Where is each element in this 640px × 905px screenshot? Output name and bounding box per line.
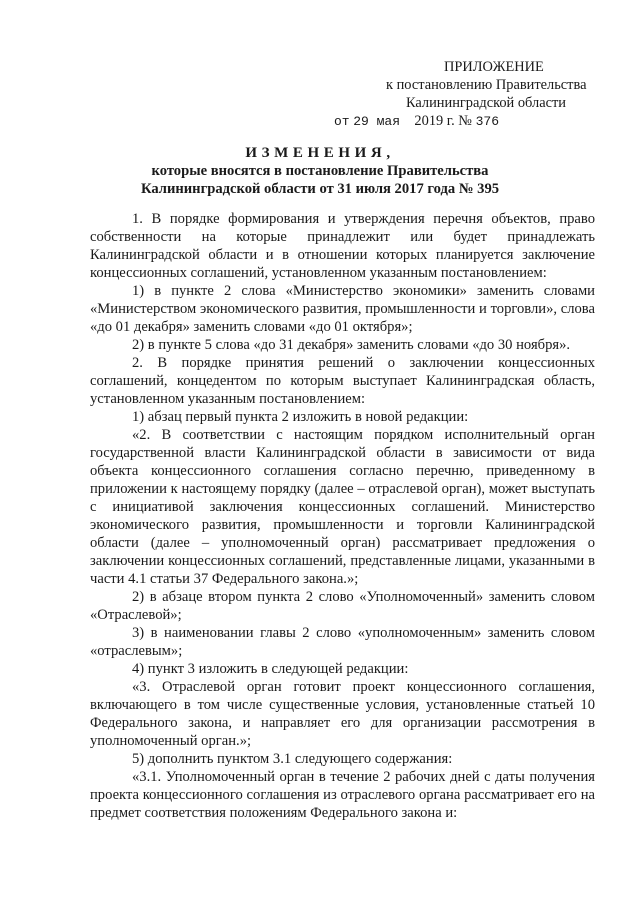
appendix-line-1: к постановлению Правительства [386, 77, 587, 93]
paragraph-9: 4) пункт 3 изложить в следующей редакции: [132, 661, 409, 677]
paragraph-11: 5) дополнить пунктом 3.1 следующего содержания: [132, 751, 453, 767]
paragraph-10: «3. Отраслевой орган готовит проект концессионного соглашения, включающего в том числе существенные условия, установленные статьей 10 Федерального закона, и направляет его для организации рассмотрения в уполномоченный орган.»; [90, 679, 595, 749]
paragraph-5: 1) абзац первый пункта 2 изложить в новой редакции: [132, 409, 469, 425]
date-handwritten: 29 мая [353, 114, 401, 129]
paragraph-3: 2) в пункте 5 слова «до 31 декабря» заменить словами «до 30 ноября». [132, 337, 571, 353]
appendix-title: ПРИЛОЖЕНИЕ [444, 59, 544, 75]
paragraph-6: «2. В соответствии с настоящим порядком исполнительный орган государственной власти Калининградской области в зависимости от вида объекта концессионного соглашения согласно перечню, приведенному в приложении к настоящему порядку (далее – отраслевой орган), может выступать с инициативой заключения концессионных соглашений. Министерство экономического развития, промышленности и торговли Калининградской области (далее – уполномоченный орган) рассматривает предложения о заключении концессионных соглашений, представленные лицами, указанными в части 4.1 статьи 37 Федерального закона.»; [90, 427, 595, 587]
paragraph-7: 2) в абзаце втором пункта 2 слово «Уполномоченный» заменить словом «Отраслевой»; [90, 589, 595, 623]
heading-line-1: которые вносятся в постановление Правительства [151, 163, 489, 179]
paragraph-1: 1. В порядке формирования и утверждения перечня объектов, право собственности на которые принадлежит или будет принадлежать Калининградской области и в отношении которых планируется заключение концессионных соглашений, установленном указанным постановлением: [90, 211, 595, 281]
appendix-date-line [334, 112, 626, 131]
document-heading [0, 144, 640, 198]
appendix-line-2: Калининградской области [406, 95, 566, 111]
paragraph-8: 3) в наименовании главы 2 слово «уполномоченным» заменить словом «отраслевым»; [90, 625, 595, 659]
date-year: 2019 г. № [414, 113, 473, 129]
number-handwritten: 376 [475, 114, 500, 129]
document-body [90, 210, 595, 822]
heading-title: ИЗМЕНЕНИЯ, [245, 145, 395, 161]
paragraph-4: 2. В порядке принятия решений о заключении концессионных соглашений, концедентом по которым выступает Калининградская область, установленном указанным постановлением: [90, 355, 595, 407]
appendix-block [334, 58, 626, 131]
date-prefix: от [334, 114, 350, 129]
heading-line-2: Калининградской области от 31 июля 2017 года № 395 [140, 181, 500, 197]
paragraph-2: 1) в пункте 2 слова «Министерство экономики» заменить словами «Министерством экономического развития, промышленности и торговли», слова «до 01 декабря» заменить словами «до 01 октября»; [90, 283, 595, 335]
paragraph-12: «3.1. Уполномоченный орган в течение 2 рабочих дней с даты получения проекта концессионного соглашения из отраслевого органа рассматривает его на предмет соответствия положениям Федерального закона и: [90, 769, 595, 821]
